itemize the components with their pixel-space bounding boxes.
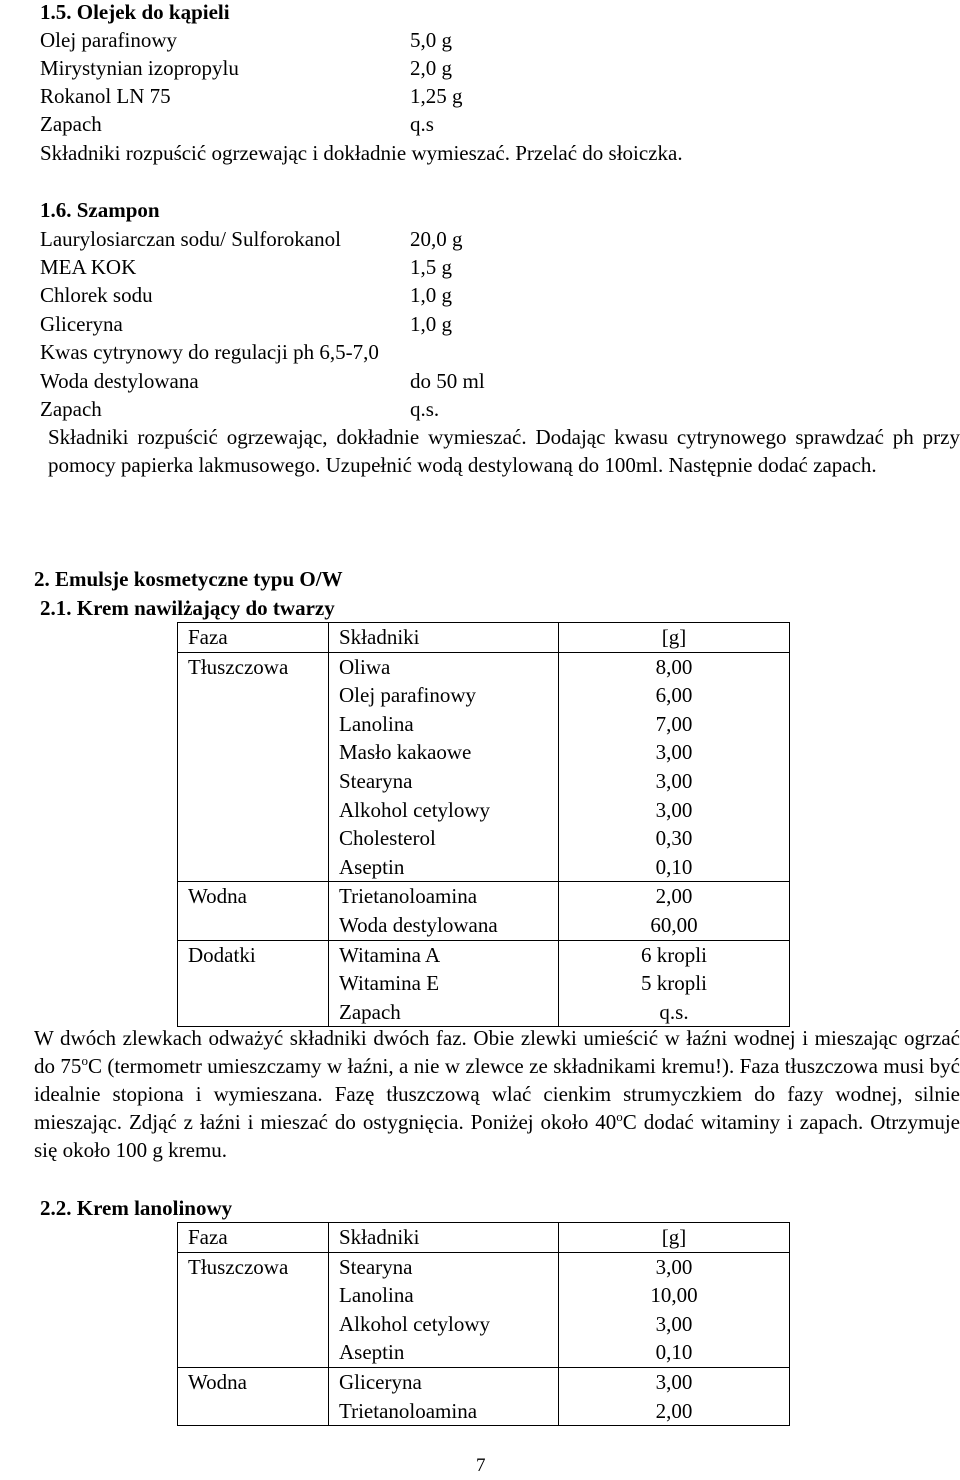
header-phase: Faza (178, 623, 329, 653)
table-row (178, 1252, 790, 1367)
header-ingredients: Składniki (329, 1223, 559, 1253)
section-2-2-title: 2.2. Krem lanolinowy (40, 1196, 233, 1220)
table-header-row (178, 1223, 790, 1253)
ingredient-qty: 1,0 g (410, 283, 452, 307)
header-qty: [g] (559, 623, 790, 653)
table-row (178, 940, 790, 1027)
ingredient-name: Woda destylowana (40, 369, 199, 393)
degree-superscript: o (81, 1053, 88, 1068)
header-qty: [g] (559, 1223, 790, 1253)
qty-cell: 6 kropli 5 kropli q.s. (559, 940, 790, 1027)
ingredient-name: Chlorek sodu (40, 283, 153, 307)
ingredient-name: MEA KOK (40, 255, 137, 279)
section-1-5-instruction: Składniki rozpuścić ogrzewając i dokładnie wymieszać. Przelać do słoiczka. (40, 141, 683, 165)
instruction-part-3: C dodać witaminy i zapach. Otrzymuje się około 100 g kremu. (34, 1110, 960, 1162)
instruction-part-1: W dwóch zlewkach odważyć składniki dwóch faz. Obie zlewki umieścić w łaźni wodnej i mieszając ogrzać do 75 (34, 1026, 960, 1078)
section-1-5-title: 1.5. Olejek do kąpieli (40, 0, 230, 24)
ingredient-qty: 1,0 g (410, 312, 452, 336)
ingredient-name: Laurylosiarczan sodu/ Sulforokanol (40, 227, 341, 251)
recipe-table-2-2 (177, 1222, 790, 1426)
phase-cell: Dodatki (178, 940, 329, 1027)
ingredients-cell: Gliceryna Trietanoloamina (329, 1367, 559, 1425)
ingredient-qty: 5,0 g (410, 28, 452, 52)
ingredient-qty: 1,5 g (410, 255, 452, 279)
recipe-table-2-1 (177, 622, 790, 1027)
ingredients-cell: Oliwa Olej parafinowy Lanolina Masło kakaowe Stearyna Alkohol cetylowy Cholesterol Aseptin (329, 652, 559, 882)
ingredient-name: Mirystynian izopropylu (40, 56, 239, 80)
ingredient-qty: do 50 ml (410, 369, 485, 393)
ingredient-qty: 2,0 g (410, 56, 452, 80)
table-row (178, 882, 790, 940)
ingredient-name: Zapach (40, 397, 102, 421)
ingredients-cell: Stearyna Lanolina Alkohol cetylowy Aseptin (329, 1252, 559, 1367)
instruction-part-2: C (termometr umieszczamy w łaźni, a nie w zlewce ze składnikami kremu!). Faza tłuszczowa musi być idealnie stopiona i wymieszana. Fazę tłuszczową wlać cienkim strumyczkiem do fazy wodnej, silnie mieszając. Zdjąć z łaźni i mieszać do ostygnięcia. Poniżej około 40 (34, 1054, 960, 1134)
phase-cell: Tłuszczowa (178, 1252, 329, 1367)
ingredient-name: Olej parafinowy (40, 28, 178, 52)
section-1-6-title: 1.6. Szampon (40, 198, 160, 222)
ingredients-cell: Witamina A Witamina E Zapach (329, 940, 559, 1027)
phase-cell: Tłuszczowa (178, 652, 329, 882)
ingredient-name: Gliceryna (40, 312, 123, 336)
section-1-6-instruction: Składniki rozpuścić ogrzewając, dokładnie wymieszać. Dodając kwasu cytrynowego sprawdzać ph przy pomocy papierka lakmusowego. Uzupełnić wodą destylowaną do 100ml. Następnie dodać zapach. (48, 425, 960, 477)
ingredients-cell: Trietanoloamina Woda destylowana (329, 882, 559, 940)
ingredient-qty: 20,0 g (410, 227, 463, 251)
page-number: 7 (476, 1455, 486, 1476)
section-2-title: 2. Emulsje kosmetyczne typu O/W (34, 567, 343, 591)
ingredient-qty: 1,25 g (410, 84, 463, 108)
ingredient-name: Zapach (40, 112, 102, 136)
ingredient-qty: q.s (410, 112, 434, 136)
qty-cell: 8,00 6,00 7,00 3,00 3,00 3,00 0,30 0,10 (559, 652, 790, 882)
table-header-row (178, 623, 790, 653)
header-ingredients: Składniki (329, 623, 559, 653)
section-2-1-title: 2.1. Krem nawilżający do twarzy (40, 596, 335, 620)
ingredient-name: Rokanol LN 75 (40, 84, 171, 108)
phase-cell: Wodna (178, 1367, 329, 1425)
degree-superscript: o (616, 1109, 623, 1124)
phase-cell: Wodna (178, 882, 329, 940)
qty-cell: 3,00 2,00 (559, 1367, 790, 1425)
ingredient-name: Kwas cytrynowy do regulacji ph 6,5-7,0 (40, 340, 379, 364)
qty-cell: 3,00 10,00 3,00 0,10 (559, 1252, 790, 1367)
section-2-1-instruction (34, 1024, 960, 1164)
table-row (178, 1367, 790, 1425)
ingredient-qty: q.s. (410, 397, 440, 421)
header-phase: Faza (178, 1223, 329, 1253)
qty-cell: 2,00 60,00 (559, 882, 790, 940)
table-row (178, 652, 790, 882)
